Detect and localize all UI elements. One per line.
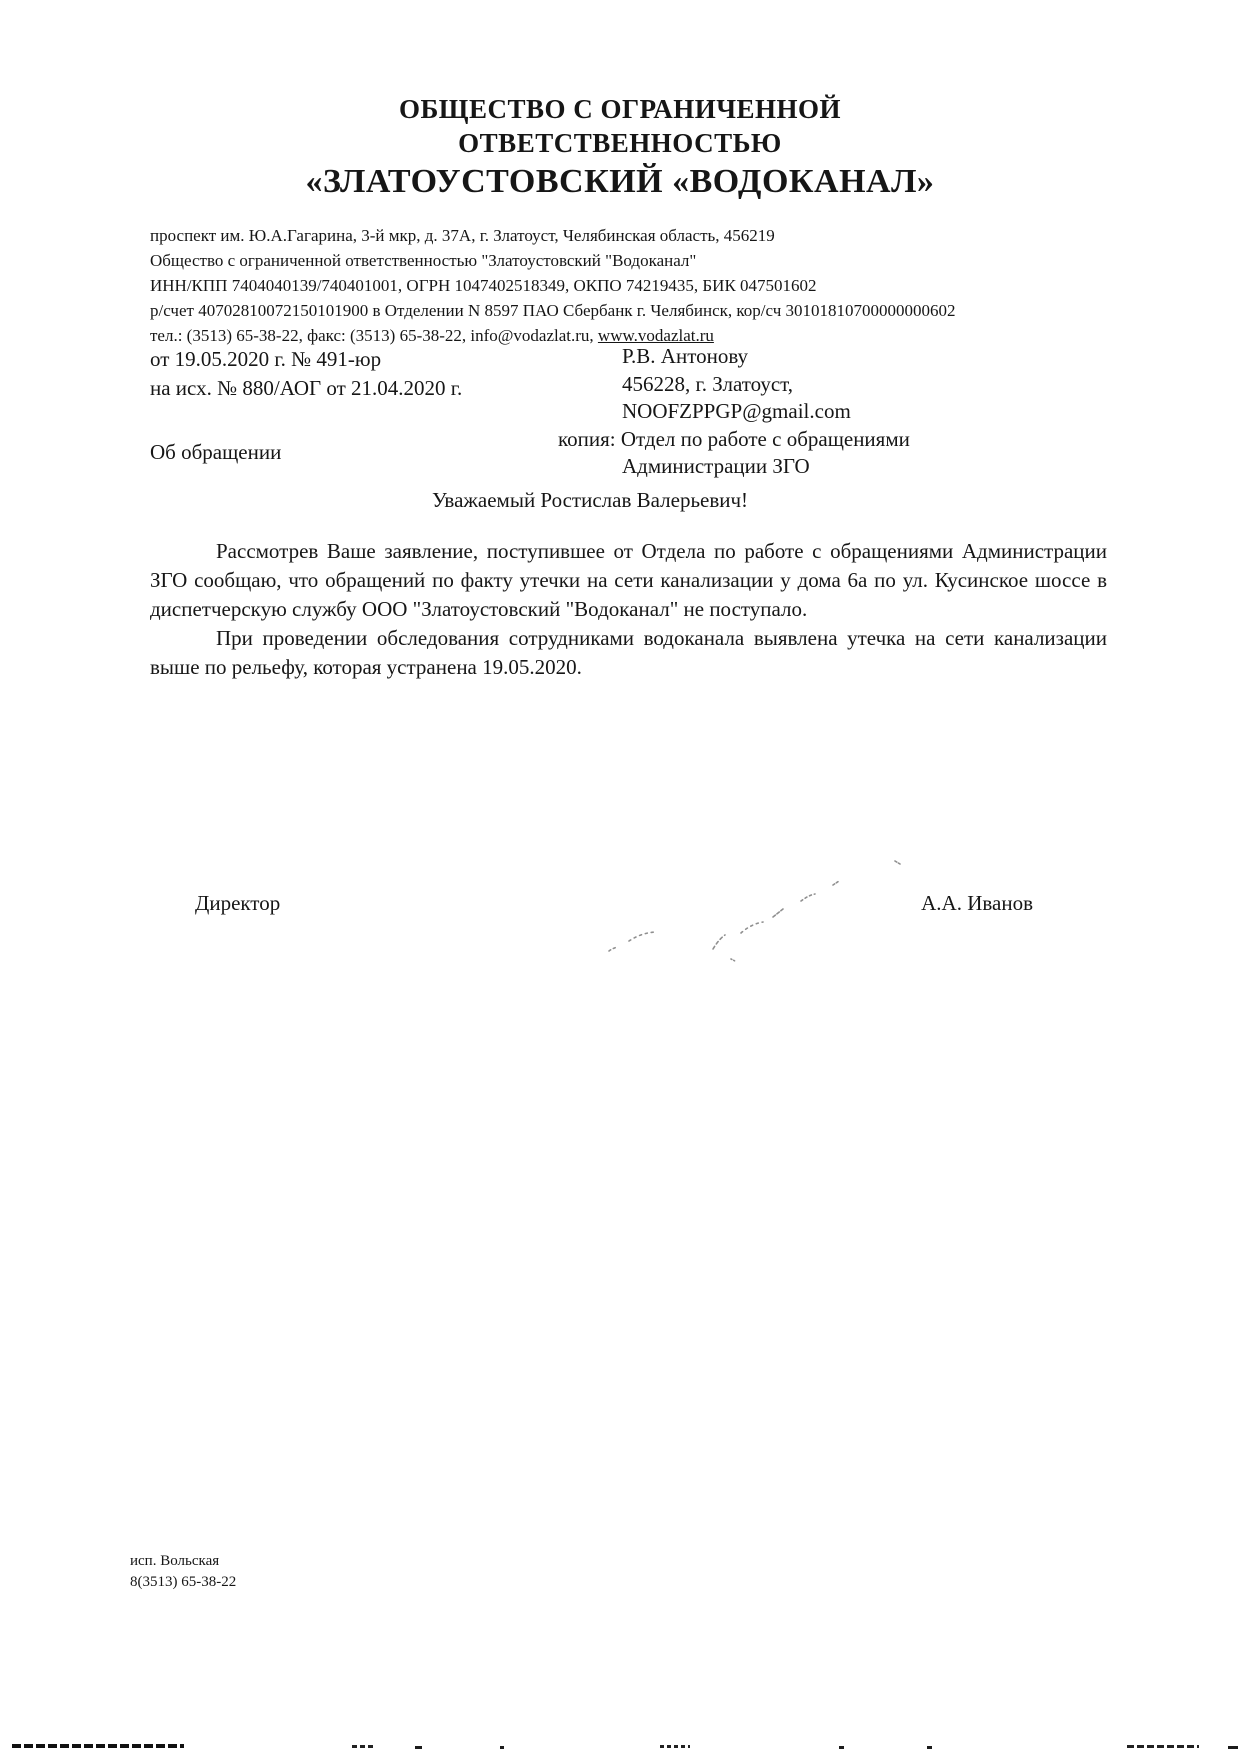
org-contacts: тел.: (3513) 65-38-22, факс: (3513) 65-38-22, info@vodazlat.ru, xyxy=(150,326,598,345)
recipient-block xyxy=(558,343,1098,481)
org-brand-name: «ЗЛАТОУСТОВСКИЙ «ВОДОКАНАЛ» xyxy=(305,163,935,200)
org-address: проспект им. Ю.А.Гагарина, 3-й мкр, д. 37А, г. Златоуст, Челябинская область, 456219 xyxy=(150,226,775,245)
org-website-link: www.vodazlat.ru xyxy=(597,326,714,345)
scan-edge-artifact xyxy=(839,1746,844,1749)
handwritten-signature xyxy=(595,855,955,965)
recipient-address: 456228, г. Златоуст, xyxy=(622,371,794,396)
letter-subject: Об обращении xyxy=(150,440,282,464)
incoming-reference: на исх. № 880/АОГ от 21.04.2020 г. xyxy=(150,376,463,400)
org-name-line1: ОБЩЕСТВО С ОГРАНИЧЕННОЙ xyxy=(398,94,842,124)
letter-body xyxy=(150,537,1107,682)
reference-block xyxy=(150,345,462,403)
scan-edge-artifact xyxy=(660,1745,690,1748)
executor-footer xyxy=(130,1551,236,1593)
scan-edge-artifact xyxy=(1228,1746,1238,1749)
requisites-block xyxy=(150,223,1115,348)
executor-name: исп. Вольская xyxy=(130,1553,220,1569)
copy-recipient-line1: копия: Отдел по работе с обращениями xyxy=(558,426,910,451)
signer-name: А.А. Иванов xyxy=(921,891,1033,915)
recipient-email: NOOFZPPGP@gmail.com xyxy=(622,399,851,423)
org-requisites-line2: р/счет 40702810072150101900 в Отделении N 8597 ПАО Сбербанк г. Челябинск, кор/сч 30101810700000000602 xyxy=(150,301,956,320)
recipient-name: Р.В. Антонову xyxy=(622,344,749,368)
body-paragraph-2: При проведении обследования сотрудниками водоканала выявлена утечка на сети канализации выше по рельефу, которая устранена 19.05.2020. xyxy=(150,626,1107,679)
scan-edge-artifact xyxy=(12,1744,184,1748)
executor-phone: 8(3513) 65-38-22 xyxy=(130,1574,237,1590)
org-name-line2: ОТВЕТСТВЕННОСТЬЮ xyxy=(458,128,782,158)
outgoing-reference: от 19.05.2020 г. № 491-юр xyxy=(150,347,382,371)
letterhead xyxy=(0,92,1240,201)
signer-position: Директор xyxy=(195,891,281,915)
body-paragraph-1: Рассмотрев Ваше заявление, поступившее от Отдела по работе с обращениями Администрации ЗГО сообщаю, что обращений по факту утечки на сети канализации у дома 6а по ул. Кусинское шоссе в диспетчерскую службу ООО "Златоустовский "Водоканал" не поступало. xyxy=(150,539,1107,621)
scan-edge-artifact xyxy=(927,1746,932,1749)
org-full-name: Общество с ограниченной ответственностью "Златоустовский "Водоканал" xyxy=(150,251,697,270)
org-requisites-line1: ИНН/КПП 7404040139/740401001, ОГРН 1047402518349, ОКПО 74219435, БИК 047501602 xyxy=(150,276,817,295)
scan-edge-artifact xyxy=(1127,1745,1199,1748)
scan-edge-artifact xyxy=(352,1745,376,1748)
scan-edge-artifact xyxy=(500,1746,504,1749)
salutation: Уважаемый Ростислав Валерьевич! xyxy=(431,488,749,512)
scan-edge-artifact xyxy=(415,1746,422,1749)
copy-recipient-line2: Администрации ЗГО xyxy=(622,454,810,478)
